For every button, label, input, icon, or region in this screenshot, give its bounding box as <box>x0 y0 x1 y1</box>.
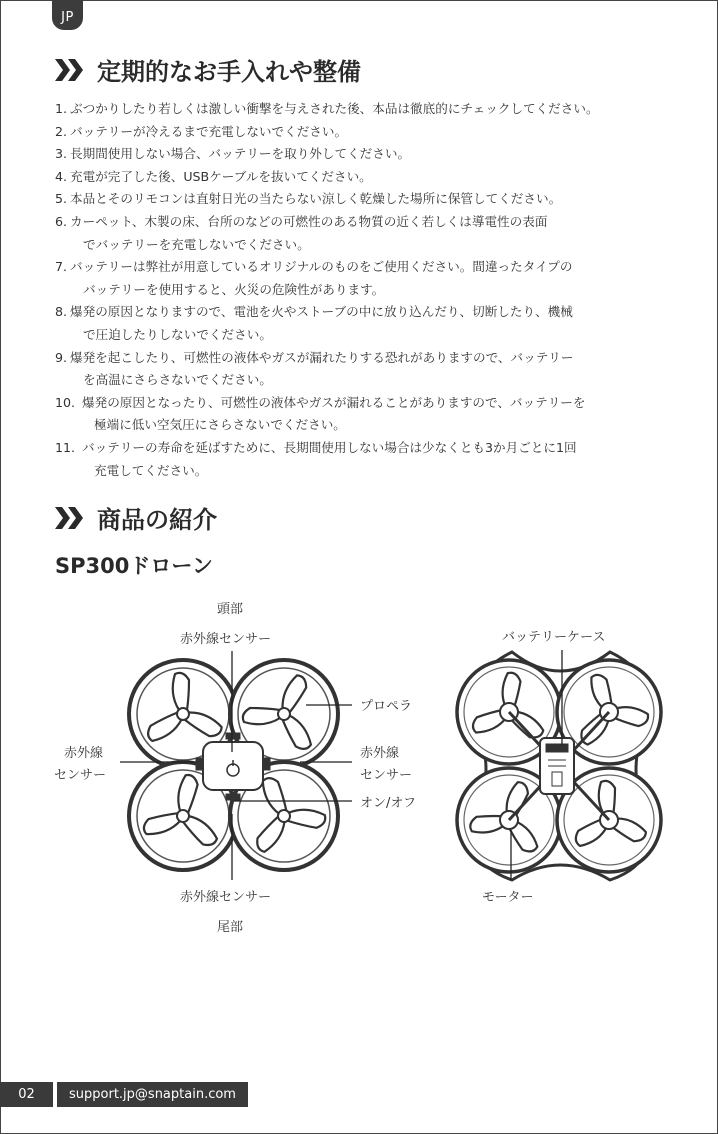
list-item-number: 10. <box>55 394 76 410</box>
label-power-switch: オン/オフ <box>360 796 416 811</box>
list-item-text: バッテリーを使用すると、火災の危険性があります。 <box>83 281 385 297</box>
drone-bottom-view <box>457 652 661 880</box>
list-item-text: 爆発の原因となったり、可燃性の液体やガスが漏れることがありますので、バッテリーを <box>82 394 586 410</box>
label-tail: 尾部 <box>217 920 244 935</box>
label-motor: モーター <box>482 890 534 905</box>
label-ir-sensor-bottom: 赤外線センサー <box>180 890 272 905</box>
label-ir-sensor-right-line2: センサー <box>360 768 413 783</box>
ir-sensor-left <box>196 758 202 770</box>
list-item-text: 長期間使用しない場合、バッテリーを取り外してください。 <box>70 146 411 162</box>
list-item-text: を高温にさらさないでください。 <box>83 372 272 388</box>
propeller-hub <box>177 708 189 720</box>
propeller-blade <box>243 708 280 724</box>
list-item-text: 充電してください。 <box>94 462 208 478</box>
list-item-text: 極端に低い空気圧にさらさないでください。 <box>94 417 346 433</box>
section-title: 定期的なお手入れや整備 <box>97 58 361 86</box>
label-ir-sensor-left-line1: 赤外線 <box>64 746 104 761</box>
list-item-text: バッテリーは弊社が用意しているオリジナルのものをご使用ください。間違ったタイプの <box>70 259 573 275</box>
section-title: 商品の紹介 <box>97 506 217 534</box>
drone-top-view <box>129 659 340 870</box>
list-item-number: 7. <box>55 259 68 275</box>
list-item-number: 6. <box>55 213 68 229</box>
list-item-text: 爆発を起こしたり、可燃性の液体やガスが漏れたりする恐れがありますので、バッテリー <box>70 349 574 365</box>
label-battery-case: バッテリーケース <box>502 630 606 645</box>
ir-sensor-rear <box>226 794 240 800</box>
ir-sensor-front <box>226 733 240 739</box>
support-email: support.jp@snaptain.com <box>57 1082 248 1107</box>
page-number: 02 <box>0 1082 53 1107</box>
list-item-text: ぶつかりしたり若しくは激しい衝撃を与えされた後、本品は徹底的にチェックしてください。 <box>70 101 599 116</box>
list-item-text: でバッテリーを充電しないでください。 <box>83 236 310 252</box>
label-ir-sensor-right-line1: 赤外線 <box>360 746 400 761</box>
list-item-text: 爆発の原因となりますので、電池を火やストーブの中に放り込んだり、切断したり、機械 <box>70 304 573 320</box>
ir-sensor-right <box>264 758 270 770</box>
list-item-number: 8. <box>55 304 68 320</box>
list-item-number: 2. <box>55 123 68 139</box>
label-propeller: プロペラ <box>360 699 413 714</box>
product-name: SP300ドローン <box>55 554 213 578</box>
list-item-number: 1. <box>55 101 68 116</box>
list-item-number: 3. <box>55 146 68 162</box>
list-item-text: バッテリーの寿命を延ばすために、長期間使用しない場合は少なくとも3か月ごとに1回 <box>82 439 577 455</box>
label-ir-sensor-top: 赤外線センサー <box>180 632 272 647</box>
list-item-text: 本品とそのリモコンは直射日光の当たらない涼しく乾燥した場所に保管してください。 <box>70 191 562 207</box>
list-item-text: バッテリーが冷えるまで充電しないでください。 <box>70 123 348 139</box>
propeller-blade <box>173 673 189 710</box>
label-head: 頭部 <box>217 602 244 617</box>
list-item-number: 11. <box>55 439 76 455</box>
list-item-text: カーペット、木製の床、台所のなどの可燃性のある物質の近く若しくは導電性の表面 <box>70 213 548 229</box>
battery-label <box>546 744 568 752</box>
list-item-number: 9. <box>55 349 68 365</box>
list-item-text: 充電が完了した後、USBケーブルを抜いてください。 <box>70 168 372 184</box>
list-item-number: 5. <box>55 191 68 207</box>
label-ir-sensor-left-line2: センサー <box>54 768 107 783</box>
list-item-number: 4. <box>55 168 68 184</box>
list-item-text: で圧迫したりしないでください。 <box>83 326 272 342</box>
language-tab: JP <box>52 0 83 30</box>
